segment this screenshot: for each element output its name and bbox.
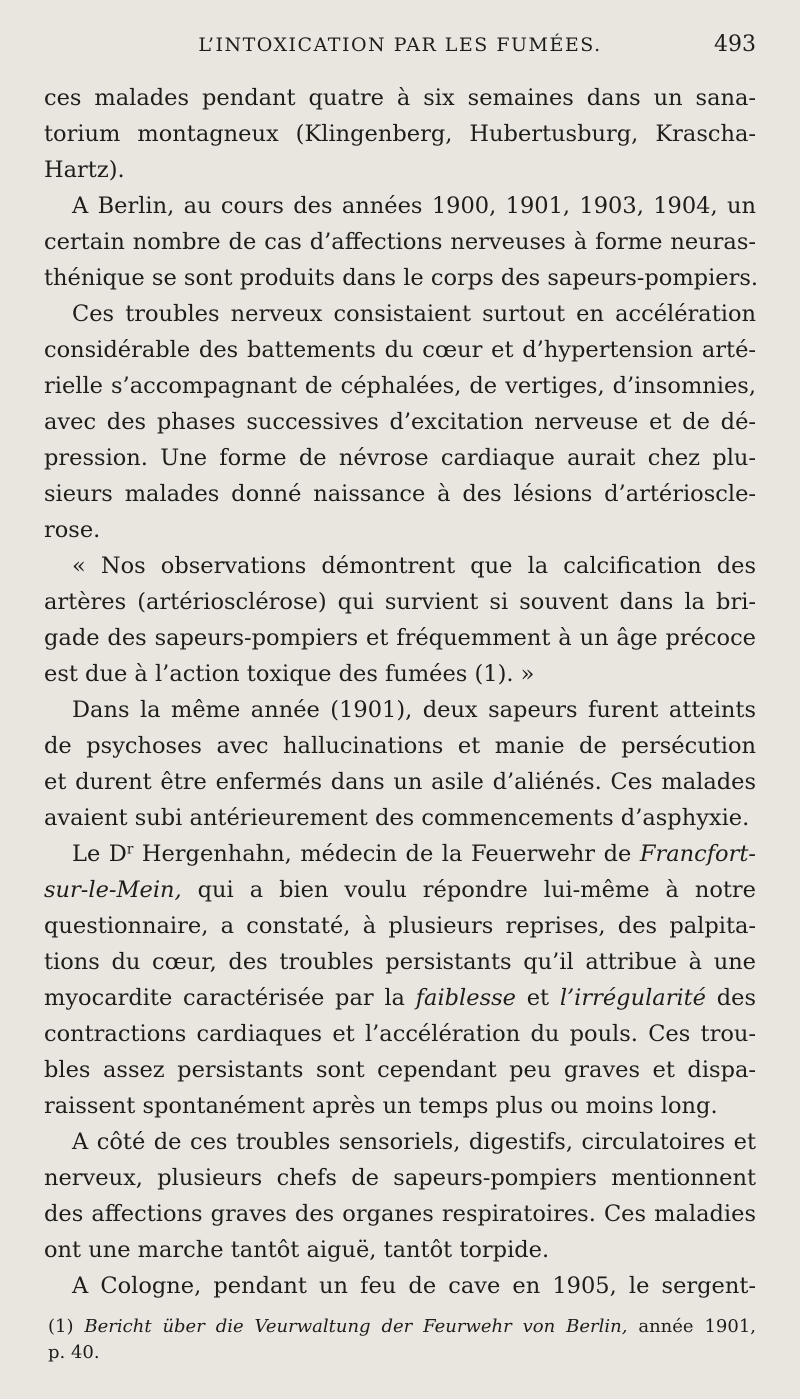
text-line: avaient subi antérieurement des commencements d’asphyxie.	[44, 805, 750, 831]
text-line: ces malades pendant quatre à six semaines dans un sana-	[44, 85, 756, 111]
text-line: « Nos observations démontrent que la calcification des	[72, 553, 756, 579]
italic-term: faiblesse	[415, 985, 516, 1011]
text-line: et durent être enfermés dans un asile d’aliénés. Ces malades	[44, 769, 756, 795]
text-line: tions du cœur, des troubles persistants qu’il attribue à une	[44, 949, 756, 975]
text-span: des	[706, 985, 756, 1011]
footnote	[48, 1314, 756, 1340]
footnote-mark: (1)	[48, 1316, 74, 1337]
text-line: rose.	[44, 517, 101, 543]
text-line: artères (artériosclérose) qui survient si souvent dans la bri-	[44, 589, 756, 615]
text-line: Ces troubles nerveux consistaient surtout en accélération	[72, 301, 756, 327]
text-line	[44, 980, 756, 1016]
text-line: ont une marche tantôt aiguë, tantôt torpide.	[44, 1237, 550, 1263]
text-line: raissent spontanément après un temps plus ou moins long.	[44, 1093, 718, 1119]
text-line: rielle s’accompagnant de céphalées, de vertiges, d’insomnies,	[44, 373, 756, 399]
running-header: L’INTOXICATION PAR LES FUMÉES.	[198, 34, 602, 56]
text-line: est due à l’action toxique des fumées (1). »	[44, 661, 535, 687]
text-line: Dans la même année (1901), deux sapeurs furent atteints	[72, 697, 756, 723]
text-line: thénique se sont produits dans le corps des sapeurs-pompiers.	[44, 265, 759, 291]
text-line: avec des phases successives d’excitation nerveuse et de dé-	[44, 409, 756, 435]
italic-place: Francfort-	[639, 841, 756, 867]
text-line: A côté de ces troubles sensoriels, digestifs, circulatoires et	[72, 1129, 756, 1155]
text-line: contractions cardiaques et l’accélération du pouls. Ces trou-	[44, 1021, 756, 1047]
text-line: gade des sapeurs-pompiers et fréquemment à un âge précoce	[44, 625, 756, 651]
text-line: certain nombre de cas d’affections nerveuses à forme neuras-	[44, 229, 756, 255]
text-line: sieurs malades donné naissance à des lésions d’artérioscle-	[44, 481, 756, 507]
footnote-text: année 1901,	[638, 1316, 756, 1337]
superscript: r	[126, 841, 134, 858]
italic-place: sur-le-Mein,	[44, 877, 182, 903]
text-line: A Berlin, au cours des années 1900, 1901, 1903, 1904, un	[72, 193, 756, 219]
text-span: et	[515, 985, 560, 1011]
text-line	[72, 836, 756, 872]
text-span: myocardite caractérisée par la	[44, 985, 405, 1011]
text-span: qui a bien voulu répondre lui-même à notre	[197, 877, 756, 903]
text-span: Hergenhahn, médecin de la Feuerwehr de	[141, 841, 632, 867]
footnote-title: Bericht über die Veurwaltung der Feurwehr von Berlin,	[84, 1316, 628, 1337]
text-span: Le D	[72, 841, 127, 867]
footnote-line: p. 40.	[48, 1342, 100, 1363]
text-line: Hartz).	[44, 157, 125, 183]
text-line: des affections graves des organes respiratoires. Ces maladies	[44, 1201, 756, 1227]
text-line: A Cologne, pendant un feu de cave en 1905, le sergent-	[72, 1273, 756, 1299]
text-line: pression. Une forme de névrose cardiaque aurait chez plu-	[44, 445, 756, 471]
text-line: considérable des battements du cœur et d’hypertension arté-	[44, 337, 756, 363]
text-line: bles assez persistants sont cependant peu graves et dispa-	[44, 1057, 756, 1083]
text-line: questionnaire, a constaté, à plusieurs reprises, des palpita-	[44, 913, 756, 939]
text-line: torium montagneux (Klingenberg, Hubertusburg, Krascha-	[44, 121, 756, 147]
text-line: nerveux, plusieurs chefs de sapeurs-pompiers mentionnent	[44, 1165, 756, 1191]
italic-term: l’irrégularité	[559, 985, 706, 1011]
text-line	[44, 872, 756, 908]
text-line: de psychoses avec hallucinations et manie de persécution	[44, 733, 756, 759]
page-number: 493	[714, 32, 756, 57]
